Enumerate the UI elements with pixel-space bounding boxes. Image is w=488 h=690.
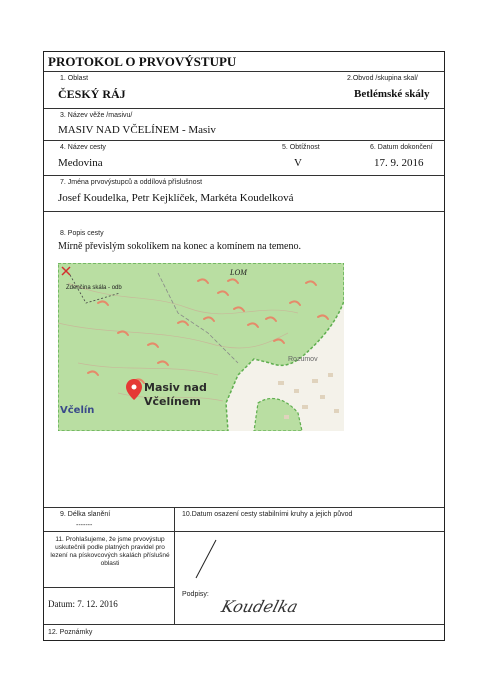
climbers-value: Josef Koudelka, Petr Kejklíček, Markéta Koudelková (58, 192, 294, 204)
form-title: PROTOKOL O PRVOVÝSTUPU (48, 54, 237, 69)
protocol-form (43, 51, 445, 641)
trail-label: Zdenčina skála - odb (66, 285, 122, 291)
difficulty-label: 5. Obtížnost (282, 144, 320, 151)
divider (174, 532, 175, 587)
rappel-label: 9. Délka slanění (60, 511, 111, 518)
rappel-row (44, 508, 444, 532)
map-svg (58, 263, 344, 431)
signature-row (44, 587, 444, 625)
declaration-text: 11. Prohlašujeme, že jsme prvovýstup uskutečnili podle platných pravidel pro lezení na pískovcových skalách příslušné oblasti (50, 536, 170, 567)
marker-label-line2: Včelínem (144, 395, 201, 408)
notes-label: 12. Poznámky (48, 629, 93, 636)
route-value: Medovina (58, 157, 103, 169)
completion-date-label: 6. Datum dokončení (370, 144, 433, 151)
bolts-label: 10.Datum osazení cesty stabilními kruhy a jejich původ (182, 511, 353, 518)
lom-label: LOM (230, 268, 247, 277)
declaration-row (44, 532, 444, 587)
title-row (44, 52, 444, 72)
difficulty-value: V (294, 157, 302, 169)
region-value: ČESKÝ RÁJ (58, 87, 126, 101)
climbers-label: 7. Jména prvovýstupců a oddílová příslušnost (60, 179, 203, 186)
vcelin-label: Včelín (60, 405, 95, 416)
declaration-date: Datum: 7. 12. 2016 (48, 599, 118, 609)
completion-date-value: 17. 9. 2016 (374, 157, 424, 169)
tower-label: 3. Název věže /masivu/ (60, 112, 133, 119)
tower-row (44, 109, 444, 141)
district-label: 2.Obvod /skupina skal/ (347, 75, 418, 82)
signatures-label: Podpisy: (182, 591, 209, 598)
pin-dot (132, 385, 137, 390)
village-label: Rozumov (288, 356, 318, 363)
climbers-row (44, 176, 444, 212)
route-label: 4. Název cesty (60, 144, 106, 151)
rappel-value: ------- (76, 522, 93, 529)
route-row (44, 141, 444, 176)
marker-label-line1: Masiv nad (144, 381, 207, 394)
route-map (58, 263, 344, 431)
notes-row (44, 625, 444, 642)
divider (174, 508, 175, 531)
tower-value: MASIV NAD VČELÍNEM - Masiv (58, 124, 216, 136)
description-value: Mírně převislým sokolíkem na konec a komínem na temeno. (58, 241, 301, 252)
region-label: 1. Oblast (60, 75, 89, 82)
divider (174, 587, 175, 624)
region-row (44, 72, 444, 109)
divider (44, 587, 174, 588)
slash-mark (194, 538, 218, 580)
signature: Koudelka (219, 597, 301, 616)
district-value: Betlémské skály (354, 88, 430, 100)
description-label: 8. Popis cesty (60, 230, 104, 237)
